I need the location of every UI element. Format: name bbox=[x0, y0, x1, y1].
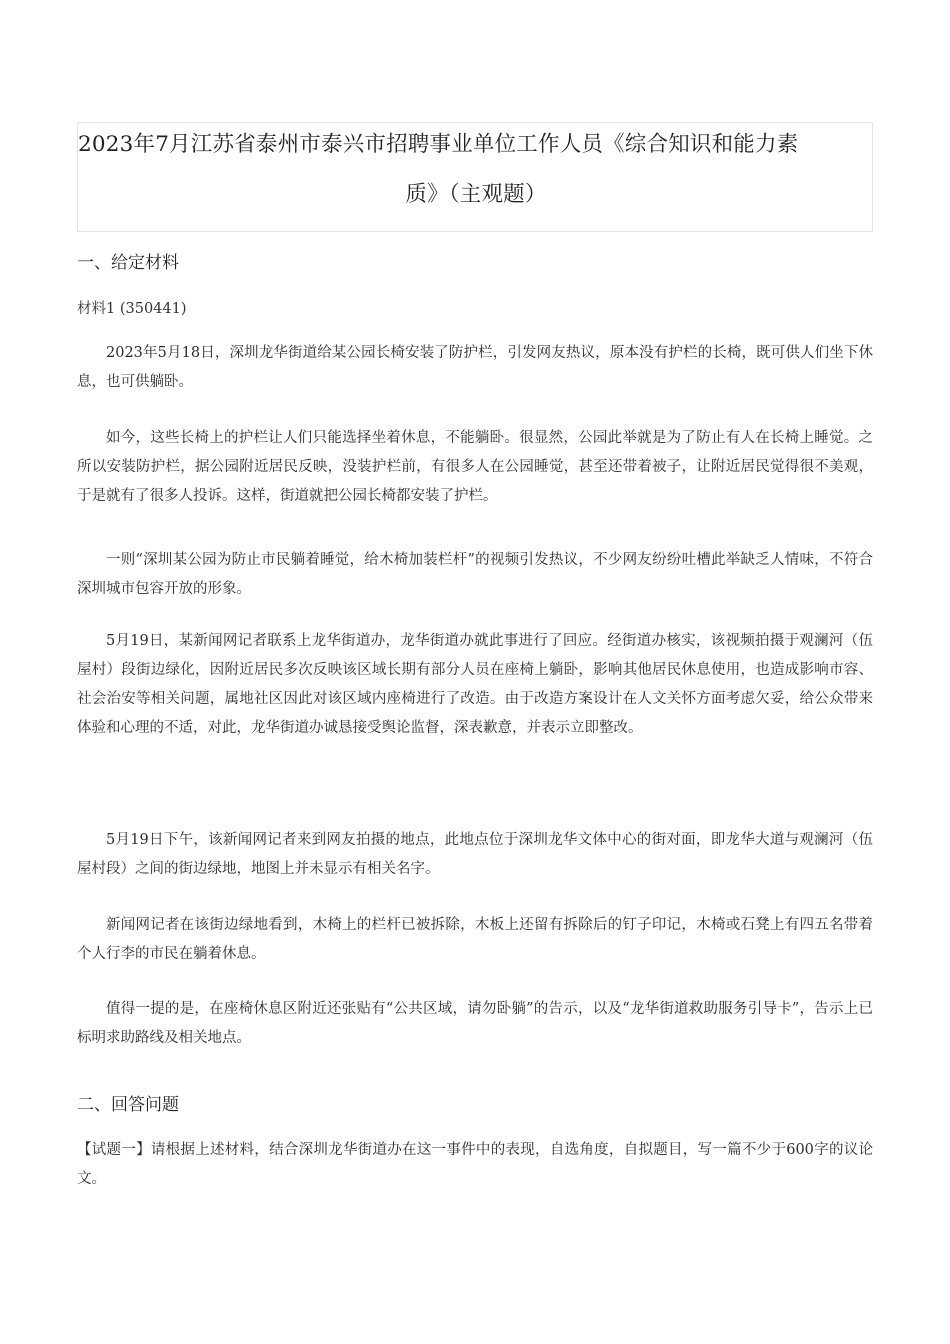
paragraph-7: 值得一提的是，在座椅休息区附近还张贴有“公共区域，请勿卧躺”的告示，以及“龙华街道救助服务引导卡”，告示上已标明求助路线及相关地点。 bbox=[77, 1001, 873, 1046]
paragraph-1: 2023年5月18日，深圳龙华街道给某公园长椅安装了防护栏，引发网友热议，原本没有护栏的长椅，既可供人们坐下休息，也可供躺卧。 bbox=[77, 345, 873, 390]
paragraph-2: 如今，这些长椅上的护栏让人们只能选择坐着休息，不能躺卧。很显然，公园此举就是为了防止有人在长椅上睡觉。之所以安装防护栏，据公园附近居民反映，没装护栏前，有很多人在公园睡觉，甚至还带着被子，让附近居民觉得很不美观，于是就有了很多人投诉。这样，街道就把公园长椅都安装了护栏。 bbox=[77, 430, 873, 504]
paragraph-5: 5月19日下午，该新闻网记者来到网友拍摄的地点，此地点位于深圳龙华文体中心的街对面，即龙华大道与观澜河（伍屋村段）之间的街边绿地，地图上并未显示有相关名字。 bbox=[77, 832, 873, 877]
section-heading-materials: 一、给定材料 bbox=[77, 253, 179, 273]
question-1: 【试题一】请根据上述材料，结合深圳龙华街道办在这一事件中的表现，自选角度，自拟题目，写一篇不少于600字的议论文。 bbox=[77, 1142, 873, 1187]
paragraph-4: 5月19日，某新闻网记者联系上龙华街道办，龙华街道办就此事进行了回应。经街道办核实，该视频拍摄于观澜河（伍屋村）段街边绿化，因附近居民多次反映该区域长期有部分人员在座椅上躺卧，影响其他居民休息使用，也造成影响市容、社会治安等相关问题，属地社区因此对该区域内座椅进行了改造。由于改造方案设计在人文关怀方面考虑欠妥，给公众带来体验和心理的不适，对此，龙华街道办诚恳接受舆论监督，深表歉意，并表示立即整改。 bbox=[77, 633, 873, 736]
section-heading-questions: 二、回答问题 bbox=[77, 1095, 179, 1115]
paragraph-6: 新闻网记者在该街边绿地看到，木椅上的栏杆已被拆除，木板上还留有拆除后的钉子印记，木椅或石凳上有四五名带着个人行李的市民在躺着休息。 bbox=[77, 917, 873, 962]
document-title-line-1: 2023年7月江苏省泰州市泰兴市招聘事业单位工作人员《综合知识和能力素 bbox=[78, 132, 799, 157]
paragraph-3: 一则“深圳某公园为防止市民躺着睡觉，给木椅加装栏杆”的视频引发热议，不少网友纷纷吐槽此举缺乏人情味，不符合深圳城市包容开放的形象。 bbox=[77, 552, 873, 597]
document-title-box bbox=[77, 122, 873, 232]
material-label: 材料1 (350441) bbox=[77, 301, 187, 317]
document-title-line-2: 质》（主观题） bbox=[405, 182, 547, 207]
